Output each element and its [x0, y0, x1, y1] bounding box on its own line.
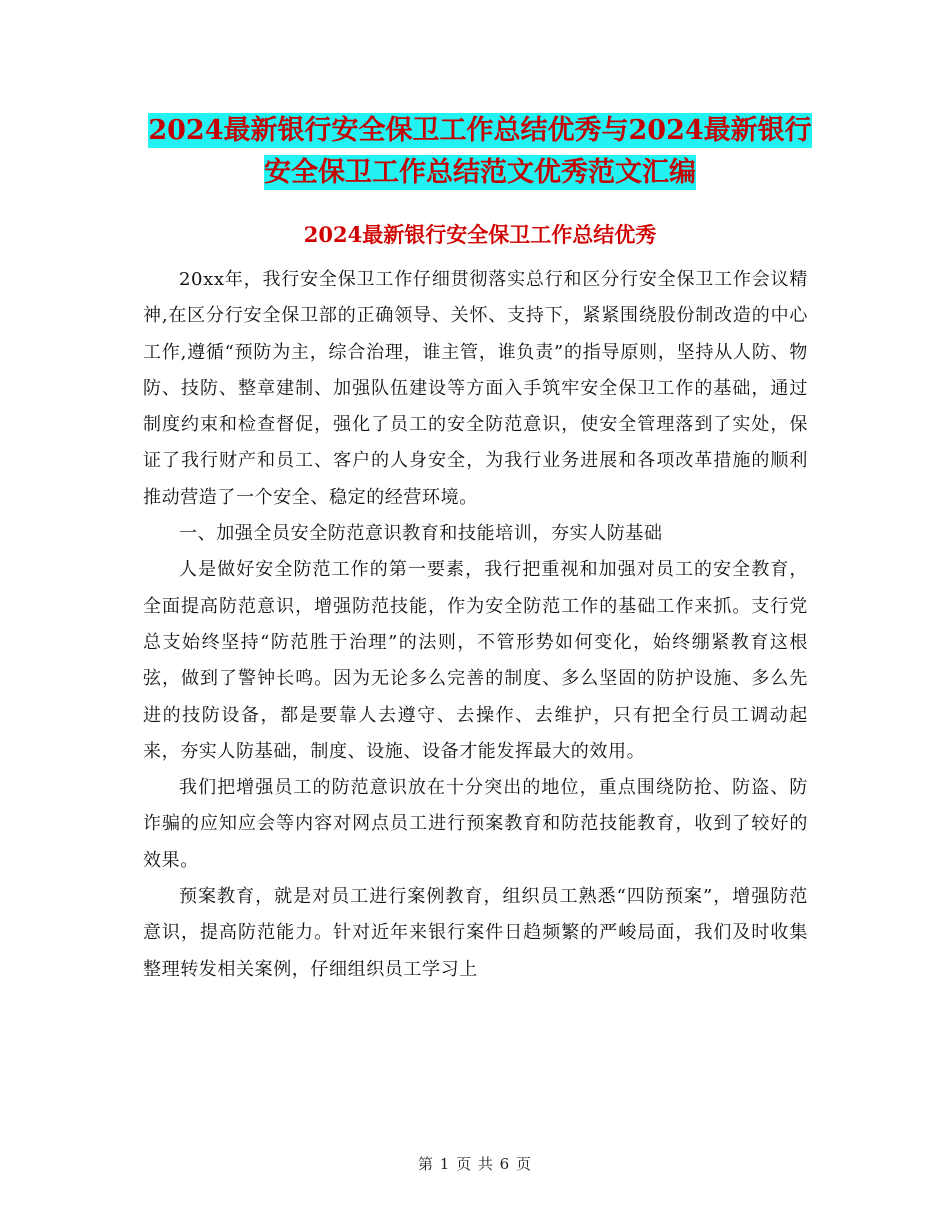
document-title — [140, 110, 820, 194]
section-title: 2024最新银行安全保卫工作总结优秀 — [303, 222, 657, 247]
body-text — [143, 262, 808, 988]
title-line-2: 安全保卫工作总结范文优秀范文汇编 — [264, 157, 696, 188]
paragraph-people-first: 人是做好安全防范工作的第一要素，我行把重视和加强对员工的安全教育，全面提高防范意识，增强防范技能，作为安全防范工作的基础工作来抓。支行党总支始终坚持“防范胜于治理”的法则，不管形势如何变化，始终绷紧教育这根弦，做到了警钟长鸣。因为无论多么完善的制度、多么坚固的防护设施、多么先进的技防设备，都是要靠人去遵守、去操作、去维护，只有把全行员工调动起来，夯实人防基础，制度、设施、设备才能发挥最大的效用。 — [143, 559, 808, 762]
title-line-1: 2024最新银行安全保卫工作总结优秀与2024最新银行 — [148, 115, 812, 146]
paragraph-intro: 20xx年，我行安全保卫工作仔细贯彻落实总行和区分行安全保卫工作会议精神,在区分行安全保卫部的正确领导、关怀、支持下，紧紧围绕股份制改造的中心工作,遵循“预防为主，综合治理，谁主管，谁负责”的指导原则，坚持从人防、物防、技防、整章建制、加强队伍建设等方面入手筑牢安全保卫工作的基础，通过制度约束和检查督促，强化了员工的安全防范意识，使安全管理落到了实处，保证了我行财产和员工、客户的人身安全，为我行业务进展和各项改革措施的顺利推动营造了一个安全、稳定的经营环境。 — [143, 269, 808, 508]
paragraph-heading-1: 一、加强全员安全防范意识教育和技能培训，夯实人防基础 — [179, 523, 663, 545]
paragraph-plan-education: 预案教育，就是对员工进行案例教育，组织员工熟悉“四防预案”，增强防范意识，提高防范能力。针对近年来银行案件日趋频繁的严峻局面，我们及时收集整理转发相关案例，仔细组织员工学习上 — [143, 886, 808, 980]
page-footer: 第 1 页 共 6 页 — [418, 1155, 532, 1173]
paragraph-awareness: 我们把增强员工的防范意识放在十分突出的地位，重点围绕防抢、防盗、防诈骗的应知应会等内容对网点员工进行预案教育和防范技能教育，收到了较好的效果。 — [143, 777, 808, 871]
